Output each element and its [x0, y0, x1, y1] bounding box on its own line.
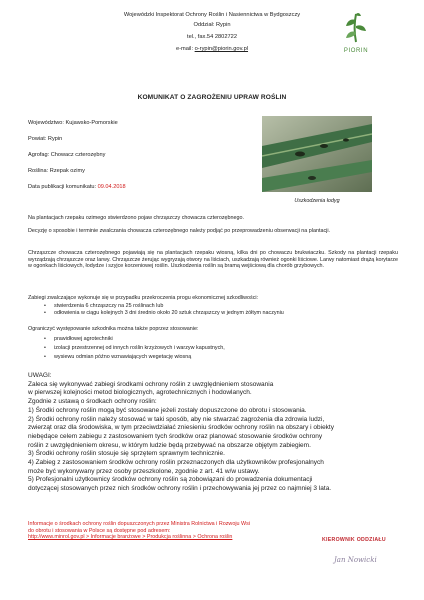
phone-fax: tel., fax.54 2802722: [187, 34, 237, 40]
footer-info: [28, 521, 368, 541]
uwagi-line: niebędące celem zabiegu z zastosowaniem tych środków oraz planować stosowanie środków ochrony: [28, 432, 323, 440]
meta-powiat: [28, 136, 62, 143]
meta-roslina: [28, 168, 85, 175]
agrofag-label: Agrofag:: [28, 152, 50, 158]
uwagi-line: 2) Środki ochrony roślin należy stosować w taki sposób, aby nie stwarzać zagrożenia dla zdrowia ludzi,: [28, 415, 325, 423]
uwagi-line: w pierwszej kolejności metod biologicznych, agrotechnicznych i hodowlanych.: [28, 389, 252, 397]
wojewodztwo-value: Kujawsko-Pomorskie: [65, 120, 118, 126]
uwagi-line: 1) Środki ochrony roślin mogą być stosowane jeżeli zostały dopuszczone do obrotu i stosowania.: [28, 406, 307, 414]
uwagi-line: Zgodnie z ustawą o środkach ochrony roślin:: [28, 398, 157, 406]
photo-caption: Uszkodzenia łodyg: [294, 198, 340, 204]
list-item: • wysiewu odmian późno wznawiających wegetację wiosną: [44, 354, 192, 360]
bullet-text: prawidłowej agrotechniki: [54, 336, 113, 342]
uwagi-line: dotyczącej stosowanych przez nich środków ochrony roślin i przechowywania jej przez co najmniej 3 lata.: [28, 485, 332, 493]
list-item: • prawidłowej agrotechniki: [44, 336, 113, 342]
paragraph-1: Na plantacjach rzepaku ozimego stwierdzono pojaw chrząszczy chowacza czterozębnego.: [28, 215, 245, 221]
meta-agrofag: [28, 152, 105, 159]
piorin-logo: [334, 10, 378, 60]
uwagi-line: 5) Profesjonalni użytkownicy środków ochrony roślin są zobowiązani do prowadzenia dokumentacji: [28, 476, 313, 484]
uwagi-line: 3) Środki ochrony roślin stosuje się sprzętem sprawnym technicznie.: [28, 450, 225, 458]
paragraph-4: Zabiegi zwalczające wykonuje się w przypadku przekroczenia progu ekonomicznej szkodliwości:: [28, 295, 259, 301]
page-title: KOMUNIKAT O ZAGROŻENIU UPRAW ROŚLIN: [137, 94, 287, 101]
branch-name: Oddział: Rypin: [193, 22, 231, 28]
stem-damage-photo: [262, 116, 372, 192]
data-value: 09.04.2018: [97, 184, 126, 190]
uwagi-block: [28, 372, 410, 494]
paragraph-2: Decyzję o sposobie i terminie zwalczania chowacza czterozębnego należy podjąć po przeprowadzeniu obserwacji na plantacji.: [28, 228, 331, 234]
bullet-text: stwierdzenia 6 chrząszczy na 25 roślinach lub: [54, 303, 164, 309]
data-label: Data publikacji komunikatu:: [28, 184, 97, 190]
email-link[interactable]: o-rypin@piorin.gov.pl: [194, 46, 249, 52]
uwagi-line: może być wykonywany przez osoby przeszkolone, zgodnie z art. 41 w/w ustawy.: [28, 467, 260, 475]
meta-wojewodztwo: [28, 120, 118, 127]
uwagi-line: zwierząt oraz dla środowiska, w tym przeciwdziałać zniesieniu środków ochrony roślin na obszary i obiekty: [28, 424, 334, 432]
signature-stamp: KIEROWNIK ODDZIAŁU: [322, 537, 386, 543]
logo-text: PIORIN: [343, 48, 369, 54]
email-label: e-mail:: [175, 46, 194, 52]
meta-data-publikacji: [28, 184, 126, 191]
signature-name: Jan Nowicki: [334, 556, 377, 564]
powiat-value: Rypin: [47, 136, 63, 142]
wojewodztwo-label: Województwo:: [28, 120, 64, 126]
institution-name: Wojewódzki Inspektorat Ochrony Roślin i Nasiennictwa w Bydgoszczy: [123, 12, 301, 18]
uwagi-line: roślin z uwzględnieniem okresu, w którym ludzie będą przebywać na obszarze objętym zabiegiem.: [28, 441, 311, 449]
paragraph-3: Chrząszcze chowacza czterozębnego pojawiają się na plantacjach rzepaku wiosną, kilka dni po chowaczu brukwiaczku. Szkody na plantacji rzepaku wyrządzają chrząszcze oraz larwy. Chrząszcze żerując wygryzają otwory na liściach, uszkadzają również ogonki liściowe. Larwy natomiast drążą korytarze w ogonkach liściowych, łodydze i szyjce korzeniowej roślin. Uszkodzenia roślin są bramą wejściową dla chorób grzybowych.: [28, 250, 398, 270]
footer-line-1: Informacje o środkach ochrony roślin dopuszczonych przez Ministra Rolnictwa i Rozwoju Wsi: [28, 521, 251, 527]
paragraph-5: Ograniczyć występowanie szkodnika można także poprzez stosowanie:: [28, 326, 199, 332]
agrofag-value: Chowacz czterozębny: [50, 152, 106, 158]
list-item: • odłowienia w ciągu kolejnych 3 dni średnio około 20 sztuk chrząszczy w jednym żółtym naczyniu: [44, 310, 284, 316]
powiat-label: Powiat:: [28, 136, 47, 142]
uwagi-line: Zaleca się wykonywać zabiegi środkami ochrony roślin z uwzględnieniem stosowania: [28, 380, 274, 388]
footer-link[interactable]: http://www.minrol.gov.pl > Informacje branżowe > Produkcja roślinna > Ochrona roślin: [28, 534, 233, 540]
footer-line-2: do obrotu i stosowania w Polsce są dostępne pod adresem:: [28, 527, 171, 534]
bullet-text: odłowienia w ciągu kolejnych 3 dni średnio około 20 sztuk chrząszczy w jednym żółtym naczyniu: [54, 310, 284, 316]
bullet-text: wysiewu odmian późno wznawiających wegetację wiosną: [54, 354, 192, 360]
list-item: • stwierdzenia 6 chrząszczy na 25 roślinach lub: [44, 303, 164, 309]
uwagi-heading: UWAGI:: [28, 372, 52, 379]
roslina-value: Rzepak ozimy: [49, 168, 85, 174]
bullet-text: izolacji przestrzennej od innych roślin krzyżowych i warzyw kapustnych,: [54, 345, 225, 351]
list-item: • izolacji przestrzennej od innych roślin krzyżowych i warzyw kapustnych,: [44, 345, 225, 351]
uwagi-line: 4) Zabieg z zastosowaniem środków ochrony roślin przeznaczonych dla użytkowników profesjonalnych: [28, 459, 324, 467]
roslina-label: Roślina:: [28, 168, 49, 174]
